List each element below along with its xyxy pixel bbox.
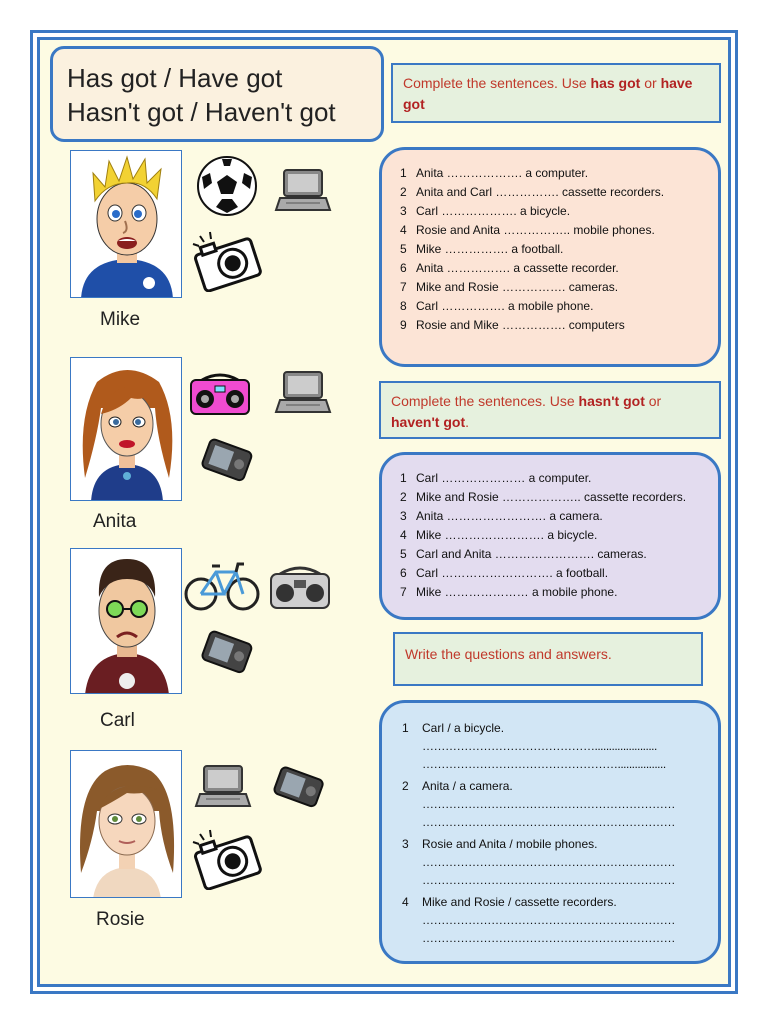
exercise-item [400,469,700,488]
exercise-item [400,278,700,297]
exercise-item [400,221,700,240]
exercise-box-2 [379,452,721,620]
laptop-icon [274,368,332,423]
camera-icon [190,228,264,297]
item-text: Anita ……………. a cassette recorder. [416,261,619,275]
item-number: 3 [402,837,409,851]
exercise-item [400,526,700,545]
exercise-item [400,183,700,202]
item-text: Mike ……………………. a bicycle. [416,528,598,542]
keyword-have-got: have got [403,75,693,112]
exercise-item [400,240,700,259]
question-prompt [402,719,698,737]
answer-line[interactable]: ………………………………………………………… [422,913,675,927]
answer-line[interactable]: ………………………………………………………… [422,815,675,829]
question-prompt [402,893,698,911]
name-rosie: Rosie [96,909,145,930]
item-number: 2 [400,490,407,504]
mobile-phone-icon [262,760,330,821]
name-carl: Carl [100,710,135,731]
item-text: Carl ……………. a mobile phone. [416,299,594,313]
answer-line[interactable]: ………………………………………………………… [422,855,675,869]
item-number: 7 [400,280,407,294]
instruction-text: . [465,414,469,430]
mobile-phone-icon [190,432,258,497]
instruction-questions [393,632,703,686]
exercise-list-3 [402,719,698,947]
name-anita: Anita [93,511,137,532]
exercise-item [400,545,700,564]
exercise-item [400,488,700,507]
item-text: Mike ……………. a football. [416,242,564,256]
instruction-text: Complete the sentences. Use [391,393,579,409]
item-text: Anita and Carl ……………. cassette recorders. [416,185,665,199]
item-text: Carl ………………… a computer. [416,471,592,485]
item-number: 3 [400,204,407,218]
name-mike: Mike [100,309,141,330]
answer-line[interactable]: ………………………………………………………… [422,931,675,945]
item-number: 7 [400,585,407,599]
question-prompt [402,835,698,853]
question-item [402,893,698,947]
instruction-hasnt-got [379,381,721,439]
item-text: Anita ……………………. a camera. [416,509,603,523]
exercise-list-1 [400,164,700,335]
question-prompt [402,777,698,795]
exercise-item [400,164,700,183]
title-line-1: Has got / Have got [67,63,283,93]
instruction-text: or [640,75,661,91]
answer-line[interactable]: ……………………………………………................. [422,757,666,771]
item-text: Anita ………………. a computer. [416,166,589,180]
item-text: Rosie and Anita …………….. mobile phones. [416,223,655,237]
keyword-hasnt-got: hasn't got [578,393,645,409]
portrait-mike [70,150,182,298]
laptop-icon [274,166,332,221]
item-text: Rosie and Mike ……………. computers [416,318,625,332]
football-icon [194,155,260,222]
portrait-rosie [70,750,182,898]
item-number: 4 [400,223,407,237]
portrait-anita [70,357,182,501]
item-number: 8 [400,299,407,313]
item-text: Carl / a bicycle. [422,721,505,735]
cassette-recorder-pink-icon [188,368,252,423]
item-number: 1 [400,166,407,180]
item-number: 6 [400,261,407,275]
exercise-box-1 [379,147,721,367]
exercise-item [400,259,700,278]
item-text: Rosie and Anita / mobile phones. [422,837,598,851]
item-text: Carl and Anita ……………………. cameras. [416,547,647,561]
item-number: 5 [400,547,407,561]
mobile-phone-icon [190,624,258,689]
exercise-item [400,583,700,602]
instruction-text: or [644,393,662,409]
exercise-item [400,297,700,316]
keyword-havent-got: haven't got [391,414,466,430]
keyword-has-got: has got [590,75,641,91]
exercise-item [400,507,700,526]
item-number: 4 [402,895,409,909]
bicycle-icon [184,556,260,619]
item-number: 5 [400,242,407,256]
item-number: 6 [400,566,407,580]
item-text: Mike and Rosie ……………….. cassette recorders. [416,490,687,504]
item-text: Mike and Rosie ……………. cameras. [416,280,619,294]
camera-icon [190,826,264,895]
anita-face-icon [71,358,182,501]
instruction-text: Write the questions and answers. [405,646,612,662]
instruction-has-got [391,63,721,123]
title-line-2: Hasn't got / Haven't got [67,97,336,127]
answer-line[interactable]: ………………………………………………………… [422,797,675,811]
portrait-carl [70,548,182,694]
item-number: 3 [400,509,407,523]
item-text: Carl ………………………. a football. [416,566,609,580]
item-number: 2 [402,779,409,793]
item-number: 1 [402,721,409,735]
item-text: Mike ………………… a mobile phone. [416,585,618,599]
answer-line[interactable]: ………………………………………………………… [422,873,675,887]
exercise-list-2 [400,469,700,602]
item-number: 2 [400,185,407,199]
cassette-recorder-grey-icon [268,562,332,617]
instruction-text: Complete the sentences. Use [403,75,591,91]
item-text: Mike and Rosie / cassette recorders. [422,895,617,909]
exercise-item [400,202,700,221]
item-text: Carl ………………. a bicycle. [416,204,571,218]
answer-line[interactable]: ………………………………………...................... [422,739,657,753]
laptop-icon [194,762,252,817]
exercise-item [400,316,700,335]
mike-face-icon [71,151,182,298]
carl-face-icon [71,549,182,694]
item-text: Anita / a camera. [422,779,513,793]
title-box [50,46,384,142]
question-item [402,719,698,773]
question-item [402,777,698,831]
rosie-face-icon [71,751,182,898]
item-number: 9 [400,318,407,332]
exercise-box-3 [379,700,721,964]
item-number: 1 [400,471,407,485]
question-item [402,835,698,889]
exercise-item [400,564,700,583]
item-number: 4 [400,528,407,542]
